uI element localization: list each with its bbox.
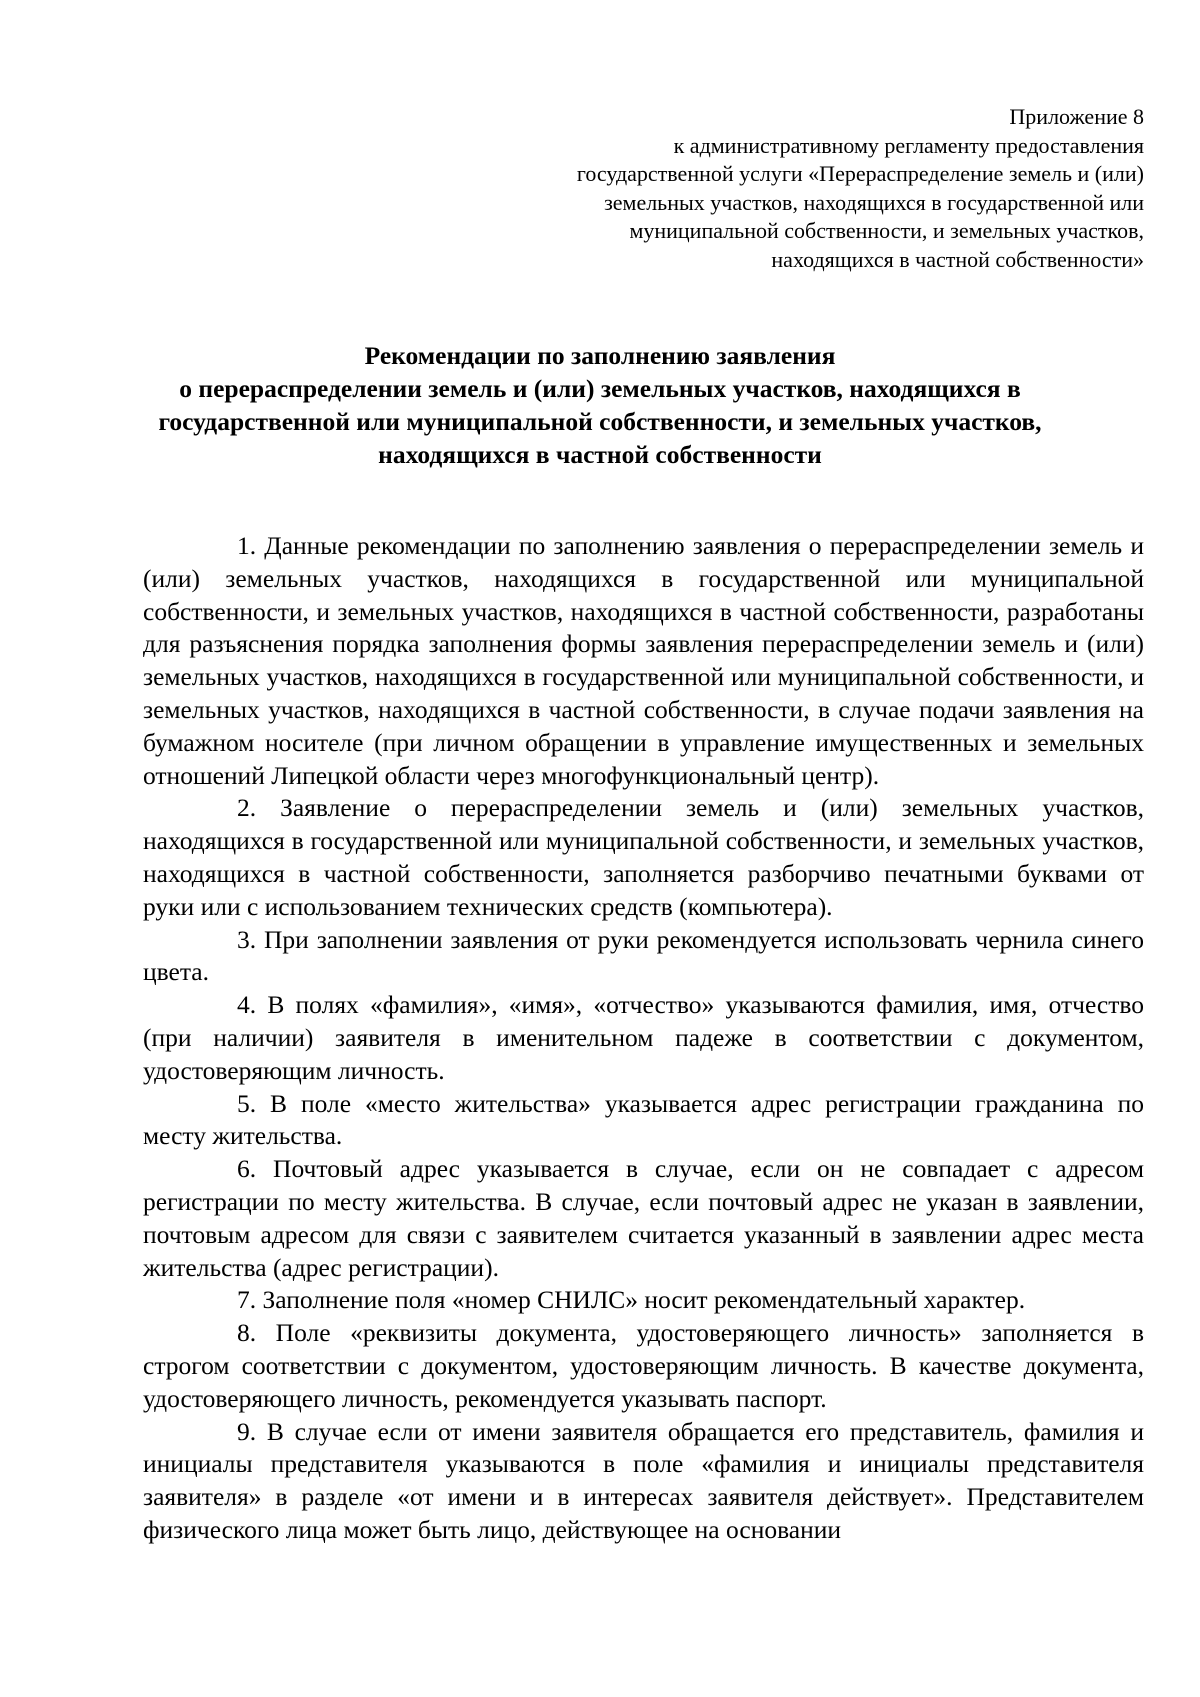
title-line: находящихся в частной собственности — [378, 440, 822, 469]
paragraph-8: 8. Поле «реквизиты документа, удостоверяющего личность» заполняется в строгом соответствии с документом, удостоверяющим личность. В качестве документа, удостоверяющего личность, рекомендуется указывать паспорт. — [143, 1318, 1144, 1413]
appendix-line: муниципальной собственности, и земельных участков, — [629, 218, 1144, 243]
paragraph-3: 3. При заполнении заявления от руки рекомендуется использовать чернила синего цвета. — [143, 924, 1144, 987]
appendix-line: находящихся в частной собственности» — [771, 246, 1144, 272]
document-body — [143, 530, 1144, 1547]
paragraph-4: 4. В полях «фамилия», «имя», «отчество» указываются фамилия, имя, отчество (при наличии) заявителя в именительном падеже в соответствии с документом, удостоверяющим личность. — [143, 990, 1144, 1085]
appendix-line: земельных участков, находящихся в государственной или — [604, 189, 1144, 215]
paragraph-6: 6. Почтовый адрес указывается в случае, если он не совпадает с адресом регистрации по месту жительства. В случае, если почтовый адрес не указан в заявлении, почтовым адресом для связи с заявителем считается указанный в заявлении адрес места жительства (адрес регистрации). — [143, 1154, 1144, 1282]
title-line: о перераспределении земель и (или) земельных участков, находящихся в — [179, 374, 1021, 403]
paragraph-1: 1. Данные рекомендации по заполнению заявления о перераспределении земель и (или) земельных участков, находящихся в государственной или муниципальной собственности, и земельных участков, находящихся в частной собственности, разработаны для разъяснения порядка заполнения формы заявления перераспределении земель и (или) земельных участков, находящихся в государственной или муниципальной собственности, и земельных участков, находящихся в частной собственности, в случае подачи заявления на бумажном носителе (при личном обращении в управление имущественных и земельных отношений Липецкой области через многофункциональный центр). — [143, 531, 1144, 790]
appendix-line: Приложение 8 — [1009, 104, 1144, 129]
document-title — [60, 339, 1140, 471]
appendix-line: государственной услуги «Перераспределение земель и (или) — [576, 161, 1144, 186]
title-line: Рекомендации по заполнению заявления — [364, 341, 836, 370]
title-line: государственной или муниципальной собственности, и земельных участков, — [158, 407, 1042, 436]
paragraph-2: 2. Заявление о перераспределении земель и (или) земельных участков, находящихся в государственной или муниципальной собственности, и земельных участков, находящихся в частной собственности, заполняется разборчиво печатными буквами от руки или с использованием технических средств (компьютера). — [143, 793, 1144, 921]
appendix-line: к административному регламенту предоставления — [673, 132, 1144, 158]
paragraph-9: 9. В случае если от имени заявителя обращается его представитель, фамилия и инициалы представителя указываются в поле «фамилия и инициалы представителя заявителя» в разделе «от имени и в интересах заявителя действует». Представителем физического лица может быть лицо, действующее на основании — [143, 1416, 1144, 1544]
paragraph-5: 5. В поле «место жительства» указывается адрес регистрации гражданина по месту жительства. — [143, 1088, 1144, 1151]
paragraph-7: 7. Заполнение поля «номер СНИЛС» носит рекомендательный характер. — [237, 1285, 1026, 1315]
appendix-header — [384, 103, 1144, 274]
